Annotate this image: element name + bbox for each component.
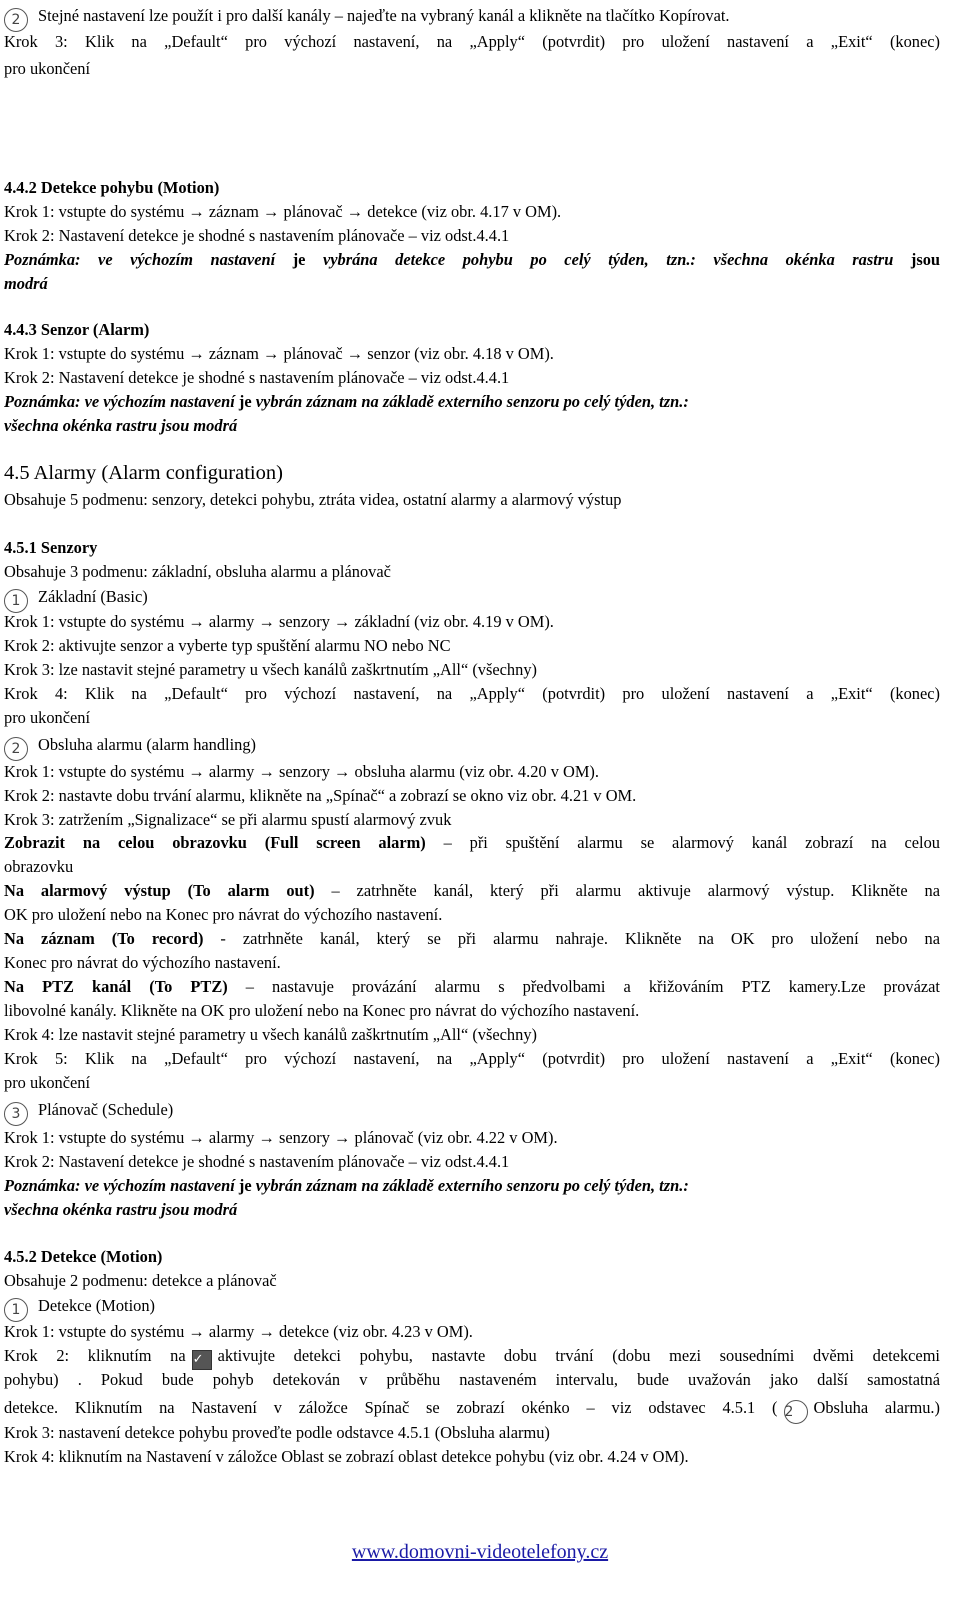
- footer: [0, 1541, 960, 1564]
- schedule-step2: Krok 2: Nastavení detekce je shodné s nastavením plánovače – viz odst.4.4.1: [4, 1152, 510, 1171]
- circled-number-1-icon: 1: [4, 589, 28, 613]
- checkbox-icon: ✓: [192, 1350, 212, 1370]
- step3-line: Krok 3: Klik na „Default“ pro výchozí nastavení, na „Apply“ (potvrdit) pro uložení nastavení a „Exit“ (konec): [4, 32, 940, 51]
- basic-step4: Krok 4: Klik na „Default“ pro výchozí nastavení, na „Apply“ (potvrdit) pro uložení nastavení a „Exit“ (konec): [4, 684, 940, 703]
- handling-step5: Krok 5: Klik na „Default“ pro výchozí nastavení, na „Apply“ (potvrdit) pro uložení nastavení a „Exit“ (konec): [4, 1049, 940, 1068]
- schedule-subheading: 3 Plánovač (Schedule): [4, 1098, 940, 1126]
- section-443-step2: Krok 2: Nastavení detekce je shodné s nastavením plánovače – viz odst.4.4.1: [4, 368, 510, 387]
- section-443-note: Poznámka: ve výchozím nastavení je vybrán záznam na základě externího senzoru po celý týden, tzn.:: [4, 392, 689, 411]
- fullscreen-option-cont: obrazovku: [4, 857, 74, 876]
- section-45-desc: Obsahuje 5 podmenu: senzory, detekci pohybu, ztráta videa, ostatní alarmy a alarmový výstup: [4, 490, 622, 509]
- basic-step4-cont: pro ukončení: [4, 708, 91, 727]
- motion-step3: Krok 3: nastavení detekce pohybu proveďte podle odstavce 4.5.1 (Obsluha alarmu): [4, 1423, 550, 1442]
- circled-number-2-icon: 2: [784, 1400, 808, 1424]
- circled-number-2-icon: 2: [4, 8, 28, 32]
- handling-step1: Krok 1: vstupte do systému → alarmy → senzory → obsluha alarmu (viz obr. 4.20 v OM).: [4, 762, 599, 781]
- basic-step3: Krok 3: lze nastavit stejné parametry u všech kanálů zaškrtnutím „All“ (všechny): [4, 660, 537, 679]
- alarm-out-option-cont: OK pro uložení nebo na Konec pro návrat do výchozího nastavení.: [4, 905, 443, 924]
- schedule-note: Poznámka: ve výchozím nastavení je vybrán záznam na základě externího senzoru po celý týden, tzn.:: [4, 1176, 689, 1195]
- basic-subheading: 1 Základní (Basic): [4, 585, 940, 613]
- motion-step2-cont2: detekce. Kliknutím na Nastavení v záložce Spínač se zobrazí okénko – viz odstavec 4.5.1 ( 2 Obsluha alarmu.): [4, 1396, 940, 1424]
- motion-subheading: 1 Detekce (Motion): [4, 1294, 940, 1322]
- circled-number-2-icon: 2: [4, 737, 28, 761]
- schedule-note-cont: všechna okénka rastru jsou modrá: [4, 1200, 238, 1219]
- ptz-option: Na PTZ kanál (To PTZ) – nastavuje provázání alarmu s předvolbami a křižováním PTZ kamery.Lze provázat: [4, 977, 940, 996]
- section-442-note-cont: modrá: [4, 274, 48, 293]
- section-452-title: 4.5.2 Detekce (Motion): [4, 1247, 163, 1266]
- alarm-out-option: Na alarmový výstup (To alarm out) – zatrhněte kanál, který při alarmu aktivuje alarmový výstup. Klikněte na: [4, 881, 940, 900]
- motion-step2: Krok 2: kliknutím na ✓ aktivujte detekci pohybu, nastavte dobu trvání (dobu mezi sousedními dvěmi detekcemi: [4, 1344, 940, 1370]
- section-442-title: 4.4.2 Detekce pohybu (Motion): [4, 178, 220, 197]
- copy-note-line: 2 Stejné nastavení lze použít i pro další kanály – najeďte na vybraný kanál a klikněte na tlačítko Kopírovat.: [4, 4, 940, 32]
- section-451-desc: Obsahuje 3 podmenu: základní, obsluha alarmu a plánovač: [4, 562, 391, 581]
- motion-step4: Krok 4: kliknutím na Nastavení v záložce Oblast se zobrazí oblast detekce pohybu (viz obr. 4.24 v OM).: [4, 1447, 689, 1466]
- fullscreen-option: Zobrazit na celou obrazovku (Full screen alarm) – při spuštění alarmu se alarmový kanál zobrazí na celou: [4, 833, 940, 852]
- website-link[interactable]: www.domovni-videotelefony.cz: [351, 1541, 609, 1563]
- schedule-step1: Krok 1: vstupte do systému → alarmy → senzory → plánovač (viz obr. 4.22 v OM).: [4, 1128, 558, 1147]
- motion-step2-cont: pohybu) . Pokud bude pohyb detekován v průběhu nastaveném intervalu, bude uvažován jako další samostatná: [4, 1370, 940, 1389]
- section-443-note-cont: všechna okénka rastru jsou modrá: [4, 416, 238, 435]
- record-option-cont: Konec pro návrat do výchozího nastavení.: [4, 953, 281, 972]
- motion-step1: Krok 1: vstupte do systému → alarmy → detekce (viz obr. 4.23 v OM).: [4, 1322, 473, 1341]
- section-442-step1: Krok 1: vstupte do systému → záznam → plánovač → detekce (viz obr. 4.17 v OM).: [4, 202, 562, 221]
- handling-step5-cont: pro ukončení: [4, 1073, 91, 1092]
- basic-step1: Krok 1: vstupte do systému → alarmy → senzory → základní (viz obr. 4.19 v OM).: [4, 612, 554, 631]
- section-443-step1: Krok 1: vstupte do systému → záznam → plánovač → senzor (viz obr. 4.18 v OM).: [4, 344, 554, 363]
- ptz-option-cont: libovolné kanály. Klikněte na OK pro uložení nebo na Konec pro návrat do výchozího nastavení.: [4, 1001, 640, 1020]
- record-option: Na záznam (To record) - zatrhněte kanál, který se při alarmu nahraje. Klikněte na OK pro uložení nebo na: [4, 929, 940, 948]
- circled-number-3-icon: 3: [4, 1102, 28, 1126]
- section-442-step2: Krok 2: Nastavení detekce je shodné s nastavením plánovače – viz odst.4.4.1: [4, 226, 510, 245]
- section-452-desc: Obsahuje 2 podmenu: detekce a plánovač: [4, 1271, 277, 1290]
- section-443-title: 4.4.3 Senzor (Alarm): [4, 320, 150, 339]
- step3-continuation: pro ukončení: [4, 59, 91, 78]
- section-442-note: Poznámka: ve výchozím nastavení je vybrána detekce pohybu po celý týden, tzn.: všechna okénka rastru jsou: [4, 250, 941, 269]
- handling-step4: Krok 4: lze nastavit stejné parametry u všech kanálů zaškrtnutím „All“ (všechny): [4, 1025, 537, 1044]
- section-451-title: 4.5.1 Senzory: [4, 538, 98, 557]
- handling-step3: Krok 3: zatržením „Signalizace“ se při alarmu spustí alarmový zvuk: [4, 810, 452, 829]
- section-45-title: 4.5 Alarmy (Alarm configuration): [4, 462, 283, 484]
- handling-step2: Krok 2: nastavte dobu trvání alarmu, klikněte na „Spínač“ a zobrazí se okno viz obr. 4.21 v OM.: [4, 786, 637, 805]
- circled-number-1-icon: 1: [4, 1298, 28, 1322]
- handling-subheading: 2 Obsluha alarmu (alarm handling): [4, 733, 940, 761]
- basic-step2: Krok 2: aktivujte senzor a vyberte typ spuštění alarmu NO nebo NC: [4, 636, 451, 655]
